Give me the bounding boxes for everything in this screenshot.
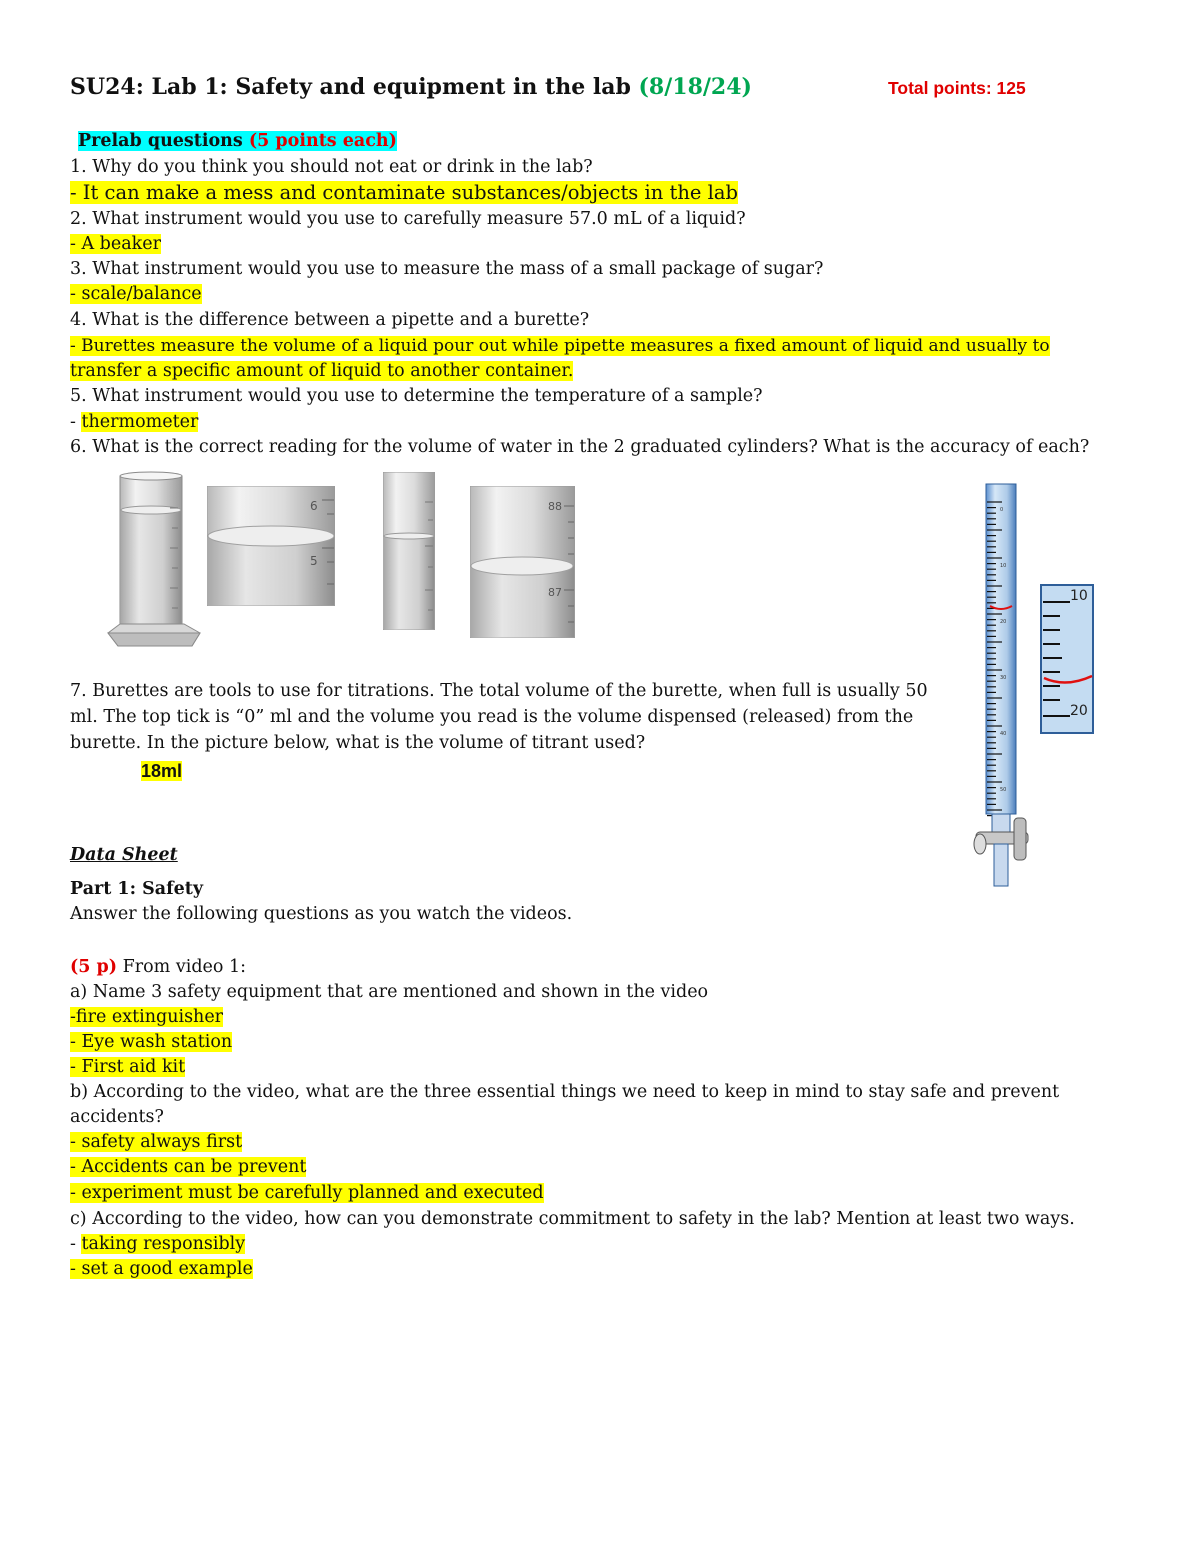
- answer-1: - It can make a mess and contaminate substances/objects in the lab: [70, 181, 738, 204]
- question-b-line1: b) According to the video, what are the three essential things we need to keep in mind to stay safe and prevent: [70, 1082, 1060, 1102]
- answer-c1: - taking responsibly: [70, 1234, 246, 1254]
- burette-scale-label: 0: [1000, 507, 1004, 513]
- question-7-line1: 7. Burettes are tools to use for titrations. The total volume of the burette, when full is usually 50: [70, 681, 928, 701]
- cylinder-2-tick-lower: 87: [548, 586, 562, 599]
- burette-zoom-lower-label: 20: [1070, 703, 1088, 719]
- answer-b3: - experiment must be carefully planned and executed: [70, 1183, 544, 1203]
- answer-3: - scale/balance: [70, 284, 202, 304]
- cylinder-2-tick-upper: 88: [548, 500, 562, 513]
- question-6: 6. What is the correct reading for the volume of water in the 2 graduated cylinders? What is the accuracy of each?: [70, 437, 1090, 457]
- burette-zoom-upper-label: 10: [1070, 588, 1088, 604]
- answer-b2: - Accidents can be prevent: [70, 1157, 307, 1177]
- part1-title: Part 1: Safety: [70, 879, 204, 899]
- question-4: 4. What is the difference between a pipette and a burette?: [70, 310, 590, 330]
- cylinder-1-zoom-image: [207, 486, 335, 606]
- answer-4-line2: transfer a specific amount of liquid to another container.: [70, 361, 574, 381]
- burette-scale-label: 30: [1000, 675, 1007, 681]
- question-2: 2. What instrument would you use to carefully measure 57.0 mL of a liquid?: [70, 209, 746, 229]
- prelab-heading-points: (5 points each): [248, 131, 397, 151]
- question-7-line3: burette. In the picture below, what is the volume of titrant used?: [70, 733, 646, 753]
- part1-instructions: Answer the following questions as you watch the videos.: [70, 904, 573, 924]
- question-7-line2: ml. The top tick is “0” ml and the volume you read is the volume dispensed (released) from the: [70, 707, 914, 727]
- burette-scale-label: 50: [1000, 787, 1007, 793]
- burette-zoom-image: [1040, 584, 1094, 734]
- answer-a1: -fire extinguisher: [70, 1007, 224, 1027]
- cylinder-1-tick-upper: 6: [310, 499, 318, 513]
- burette-scale-label: 10: [1000, 563, 1007, 569]
- document-title: [70, 74, 752, 100]
- prelab-heading: [78, 129, 397, 154]
- question-5: 5. What instrument would you use to determine the temperature of a sample?: [70, 386, 763, 406]
- question-b-line2: accidents?: [70, 1107, 164, 1127]
- graduated-cylinder-2-image: [383, 472, 435, 630]
- answer-a2: - Eye wash station: [70, 1032, 233, 1052]
- total-points: Total points: 125: [888, 78, 1026, 98]
- burette-scale-label: 40: [1000, 731, 1007, 737]
- burette-image: [968, 482, 1038, 888]
- cylinder-2-zoom-image: [470, 486, 575, 638]
- answer-5: - thermometer: [70, 412, 199, 432]
- video1-label: (5 p) From video 1:: [70, 957, 247, 977]
- question-3: 3. What instrument would you use to measure the mass of a small package of sugar?: [70, 259, 824, 279]
- answer-b1: - safety always first: [70, 1132, 243, 1152]
- question-a: a) Name 3 safety equipment that are mentioned and shown in the video: [70, 982, 709, 1002]
- prelab-heading-text: Prelab questions: [78, 131, 249, 151]
- title-text: SU24: Lab 1: Safety and equipment in the lab: [70, 74, 639, 100]
- answer-7: 18ml: [141, 761, 183, 781]
- graduated-cylinder-1-image: [100, 468, 210, 653]
- answer-4-line1: - Burettes measure the volume of a liquid pour out while pipette measures a fixed amount of liquid and usually to: [70, 336, 1050, 356]
- data-sheet-heading: Data Sheet: [70, 845, 178, 865]
- question-c: c) According to the video, how can you demonstrate commitment to safety in the lab? Mention at least two ways.: [70, 1209, 1075, 1229]
- answer-2: - A beaker: [70, 234, 161, 254]
- title-date: (8/18/24): [638, 74, 752, 100]
- answer-a3: - First aid kit: [70, 1057, 186, 1077]
- answer-c2: - set a good example: [70, 1259, 253, 1279]
- burette-scale-label: 20: [1000, 619, 1007, 625]
- question-1: 1. Why do you think you should not eat or drink in the lab?: [70, 157, 593, 177]
- cylinder-1-tick-lower: 5: [310, 554, 318, 568]
- video1-points: (5 p): [70, 957, 118, 977]
